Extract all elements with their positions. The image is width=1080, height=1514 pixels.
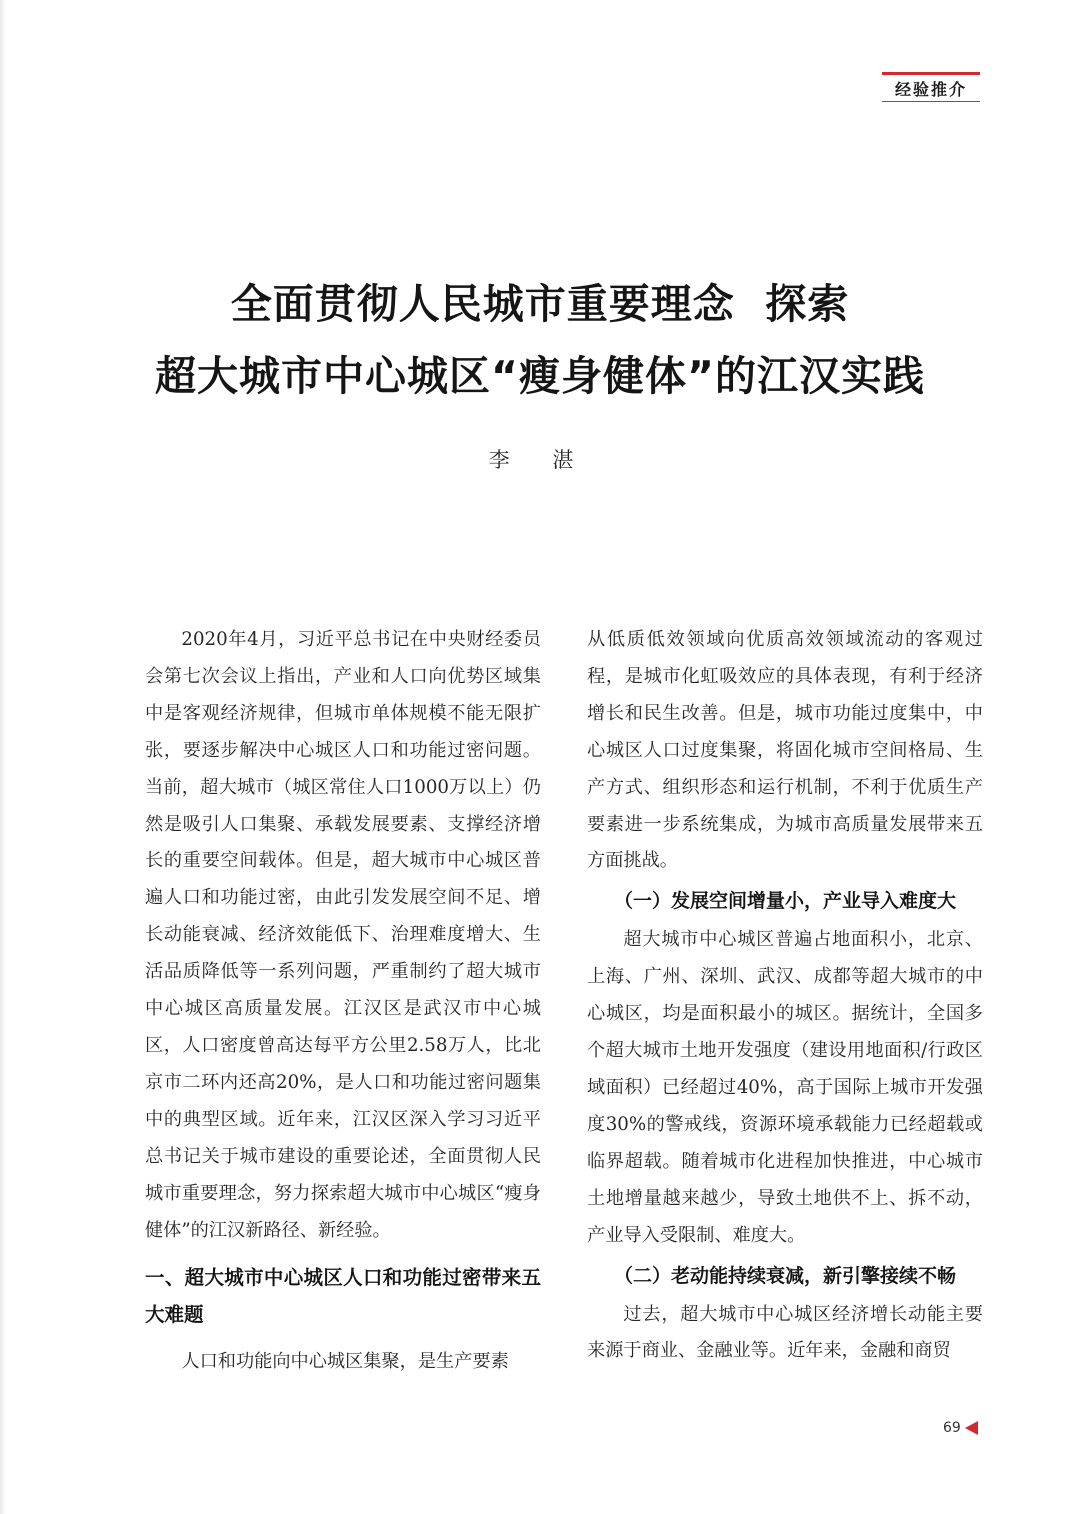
paragraph: 超大城市中心城区普遍占地面积小，北京、上海、广州、深圳、武汉、成都等超大城市的中心城区，均是面积最小的城区。据统计，全国多个超大城市土地开发强度（建设用地面积/行政区域面积）已经超过40%，高于国际上城市开发强度30%的警戒线，资源环境承载能力已经超载或临界超载。随着城市化进程加快推进，中心城市土地增量越来越少，导致土地供不上、拆不动，产业导入受限制、难度大。 [587,929,983,1246]
article-title [0,268,1080,412]
title-line-1: 全面贯彻人民城市重要理念 探索 [230,280,850,328]
paragraph: 过去，超大城市中心城区经济增长动能主要来源于商业、金融业等。近年来，金融和商贸 [587,1303,983,1362]
scan-edge-shadow [0,0,6,1514]
right-column [587,622,983,1370]
paragraph-continued: 从低质低效领域向优质高效领域流动的客观过程，是城市化虹吸效应的具体表现，有利于经济增长和民生改善。但是，城市功能过度集中，中心城区人口过度集聚，将固化城市空间格局、生产方式、组织形态和运行机制，不利于优质生产要素进一步系统集成，为城市高质量发展带来五方面挑战。 [587,629,983,872]
page-marker-triangle-icon [965,1421,978,1435]
paragraph: 人口和功能向中心城区集聚，是生产要素 [181,1351,509,1373]
section-heading: 一、超大城市中心城区人口和功能过密带来五大难题 [145,1266,541,1327]
left-column [145,622,541,1381]
paragraph: 2020年4月，习近平总书记在中央财经委员会第七次会议上指出，产业和人口向优势区域集中是客观经济规律，但城市单体规模不能无限扩张，要逐步解决中心城区人口和功能过密问题。当前，超大城市（城区常住人口1000万以上）仍然是吸引人口集聚、承载发展要素、支撑经济增长的重要空间载体。但是，超大城市中心城区普遍人口和功能过密，由此引发发展空间不足、增长动能衰减、经济效能低下、治理难度增大、生活品质降低等一系列问题，严重制约了超大城市中心城区高质量发展。江汉区是武汉市中心城区，人口密度曾高达每平方公里2.58万人，比北京市二环内还高20%，是人口和功能过密问题集中的典型区域。近年来，江汉区深入学习习近平总书记关于城市建设的重要论述，全面贯彻人民城市重要理念，努力探索超大城市中心城区“瘦身健体”的江汉新路径、新经验。 [145,629,541,1241]
page-number [943,1420,978,1436]
section-tag: 经验推介 [882,72,980,102]
subsection-heading: （一）发展空间增量小，产业导入难度大 [613,890,956,913]
title-line-2: 超大城市中心城区“瘦身健体”的江汉实践 [155,352,925,400]
author-name: 李 湛 [488,448,592,472]
subsection-heading: （二）老动能持续衰减，新引擎接续不畅 [613,1264,956,1287]
page-number-text: 69 [943,1420,961,1436]
